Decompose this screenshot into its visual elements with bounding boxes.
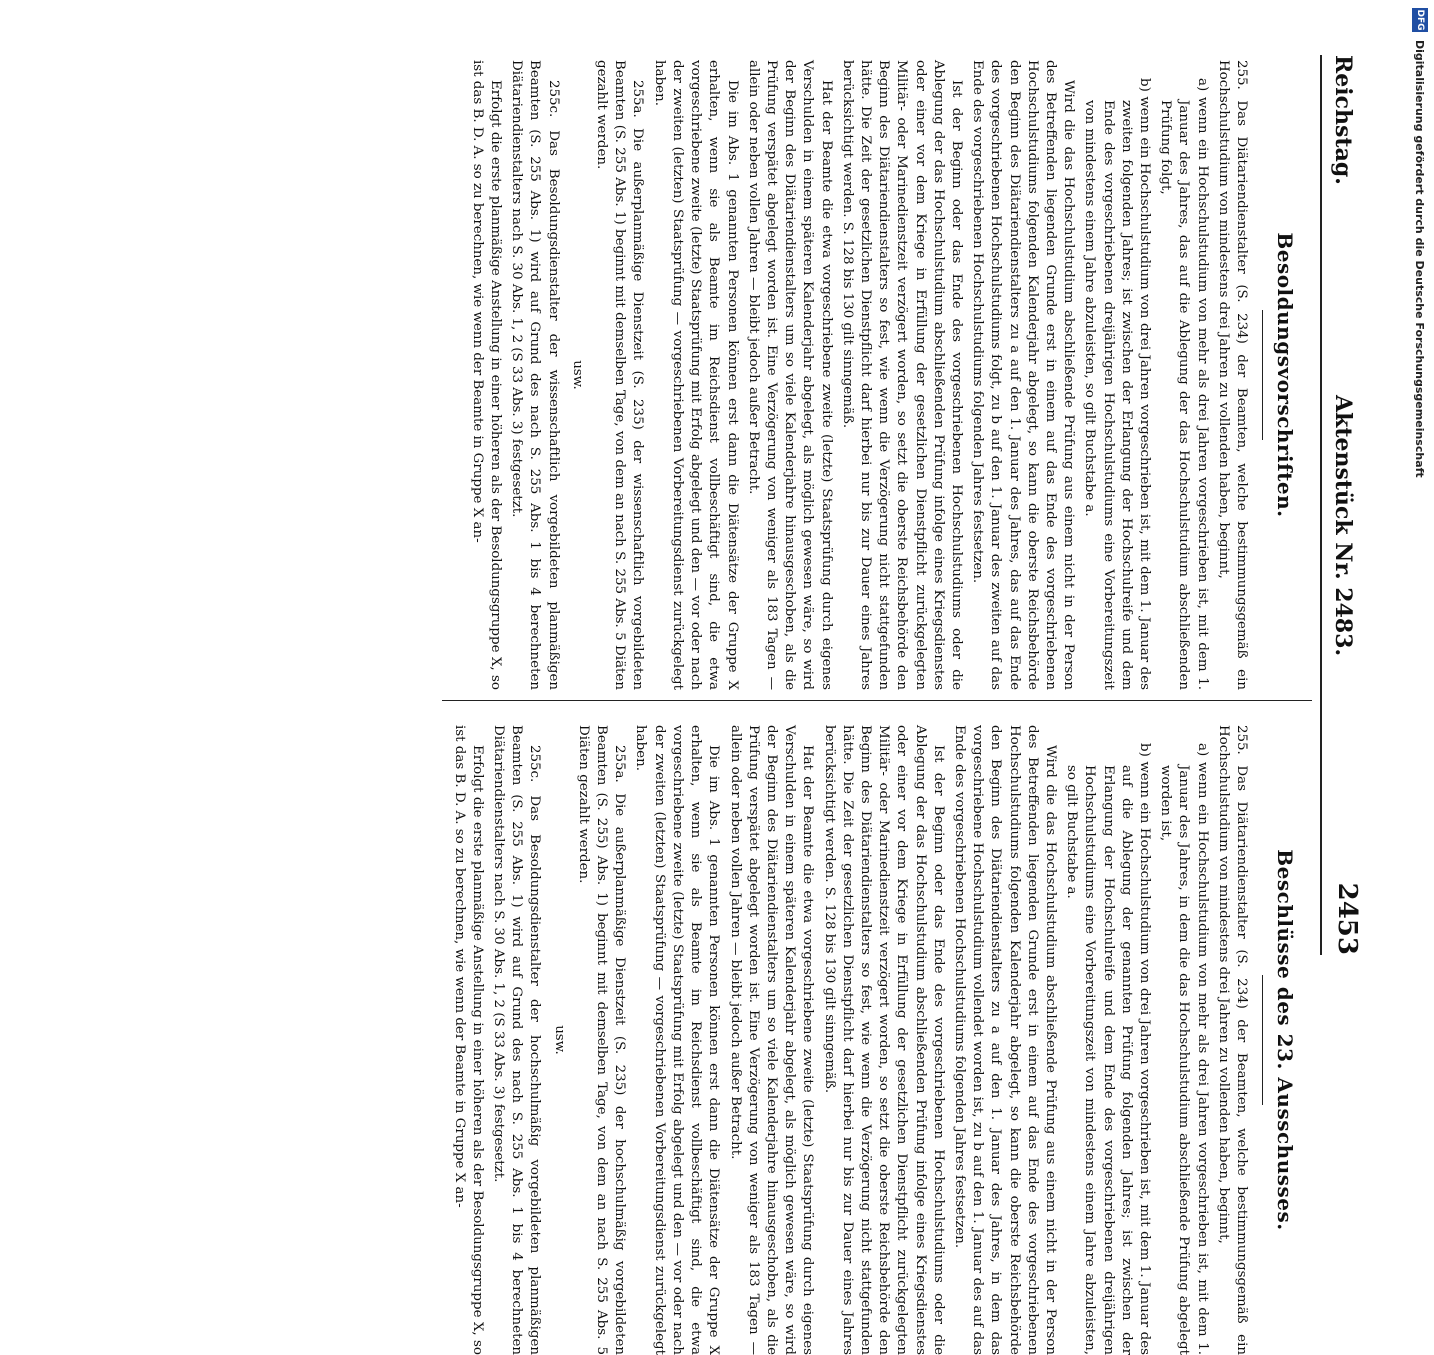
- paragraph-255c: 255c. Das Besoldungsdienstalter der wissenschaftlich vorgebildeten planmäßigen Beamten (S. 255 Abs. 1) wird auf Grund des nach S. 255 Abs. 1 bis 4 berechneten Diätariendienstalters nach S. 30 Abs. 1, 2 (S 33 Abs. 3) festgesetzt.: [509, 60, 561, 690]
- paragraph-255: 255. Das Diätariendienstalter (S. 234) der Beamten, welche bestimmungsgemäß ein Hochschulstudium von mindestens drei Jahren zu vollenden haben, beginnt,: [1215, 725, 1249, 1355]
- digitization-credit: Digitalisierung gefördert durch die Deutsche Forschungsgemeinschaft: [1413, 40, 1426, 478]
- paragraph: Hat der Beamte die etwa vorgeschriebene zweite (letzte) Staatsprüfung durch eigenes Verschulden in einem späteren Kalenderjahr abgelegt, als möglich gewesen wäre, so wird der Beginn des Diätariendienstalters um so viele Kalenderjahre hinausgeschoben, als die Prüfung verspätet abgelegt worden ist. Eine Verzögerung von weniger als 183 Tagen — allein oder neben vollen Jahren — bleibt jedoch außer Betracht.: [745, 60, 834, 690]
- right-column-heading: Beschlüsse des 23. Ausschusses.: [1273, 849, 1297, 1231]
- item-b: b) wenn ein Hochschulstudium von drei Jahren vorgeschrieben ist, mit dem 1. Januar des auf die Ablegung der genannten Prüfung folgenden Jahres; ist zwischen der Erlangung der Hochschulreife und dem Ende des vorgeschriebenen dreijährigen Hochschulstudiums eine Vorbereitungszeit von mindestens einem Jahre abzuleisten, so gilt Buchstabe a.: [1064, 743, 1152, 1355]
- paragraph: Wird die das Hochschulstudium abschließende Prüfung aus einem nicht in der Person des Betreffenden liegenden Grunde erst in einem auf das Ende des vorgeschriebenen Hochschulstudiums folgenden Kalenderjahr abgelegt, so kann die oberste Reichsbehörde den Beginn des Diätariendienstalters zu a auf den 1. Januar des Jahres, das auf das Ende des vorgeschriebenen Hochschulstudiums folgt, zu b auf den 1. Januar des zweiten auf das Ende des vorgeschriebenen Hochschulstudiums folgenden Jahres festsetzen.: [970, 60, 1077, 690]
- item-a: a) wenn ein Hochschulstudium von mehr als drei Jahren vorgeschrieben ist, mit dem 1. Januar des Jahres, in dem die das Hochschulstudium abschließende Prüfung abgelegt worden ist,: [1158, 743, 1210, 1355]
- page-number: 2453: [1332, 882, 1362, 955]
- running-head-title: Aktenstück Nr. 2483.: [1330, 395, 1356, 657]
- paragraph: Erfolgt die erste planmäßige Anstellung in einer höheren als der Besoldungsgruppe X, so ist das B. D. A. so zu berechnen, wie wenn der Beamte in Gruppe X an-: [469, 60, 504, 690]
- dfg-logo: DFG: [1412, 8, 1428, 32]
- paragraph: Die im Abs. 1 genannten Personen können erst dann die Diätensätze der Gruppe X erhalten, wenn sie als Beamte im Reichsdienst vollbeschäftigt sind, die etwa vorgeschriebene zweite (letzte) Staatsprüfung mit Erfolg abgelegt und den — vor oder nach der zweiten (letzten) Staatsprüfung — vorgeschriebenen Vorbereitungsdienst zurückgelegt haben.: [651, 60, 740, 690]
- right-column: [446, 725, 1305, 1355]
- item-a: a) wenn ein Hochschulstudium von mehr als drei Jahren vorgeschrieben ist, mit dem 1. Januar des Jahres, das auf die Ablegung der das Hochschulstudium abschließenden Prüfung folgt,: [1158, 78, 1210, 690]
- paragraph-255a: 255a. Die außerplanmäßige Dienstzeit (S. 235) der wissenschaftlich vorgebildeten Beamten (S. 255 Abs. 1) beginnt mit demselben Tage, von dem an nach S. 255 Abs. 5 Diäten gezahlt werden.: [594, 60, 646, 690]
- heading-rule: [1262, 975, 1263, 1105]
- paragraph: Wird die das Hochschulstudium abschließende Prüfung aus einem nicht in der Person des Betreffenden liegenden Grunde erst in einem auf das Ende des vorgeschriebenen Hochschulstudiums folgenden Kalenderjahr abgelegt, so kann die oberste Reichsbehörde den Beginn des Diätariendienstalters zu a auf den 1. Januar des Jahres, in dem das vorgeschriebene Hochschulstudium vollendet worden ist, zu b auf den 1. Januar des auf das Ende des vorgeschriebenen Hochschulstudiums folgenden Jahres festsetzen.: [951, 725, 1058, 1355]
- running-head-left: Reichstag.: [1330, 55, 1356, 185]
- column-divider: [442, 700, 1312, 701]
- header-rule: [1320, 55, 1322, 955]
- paragraph-255: 255. Das Diätariendienstalter (S. 234) der Beamten, welche bestimmungsgemäß ein Hochschulstudium von mindestens drei Jahren zu vollenden haben, beginnt,: [1215, 60, 1249, 690]
- paragraph: Ist der Beginn oder das Ende des vorgeschriebenen Hochschulstudiums oder die Ablegung der das Hochschulstudium abschließenden Prüfung infolge eines Kriegsdienstes oder einer vor dem Kriege in Erfüllung der gesetzlichen Dienstpflicht zurückgelegten Militär- oder Marinedienstzeit verzögert worden, so setzt die oberste Reichsbehörde den Beginn des Diätariendienstalters so fest, wie wenn die Verzögerung nicht stattgefunden hätte. Die Zeit der gesetzlichen Dienstpflicht darf hierbei nur bis zur Dauer eines Jahres berücksichtigt werden. S. 128 bis 130 gilt sinngemäß.: [839, 60, 964, 690]
- paragraph: Hat der Beamte die etwa vorgeschriebene zweite (letzte) Staatsprüfung durch eigenes Verschulden in einem späteren Kalenderjahr abgelegt, als möglich gewesen wäre, so wird der Beginn des Diätariendienstalters um so viele Kalenderjahre hinausgeschoben, als die Prüfung verspätet abgelegt worden ist. Eine Verzögerung von weniger als 183 Tagen — allein oder neben vollen Jahren — bleibt jedoch außer Betracht.: [727, 725, 816, 1355]
- item-b: b) wenn ein Hochschulstudium von drei Jahren vorgeschrieben ist, mit dem 1. Januar des zweiten folgenden Jahres; ist zwischen der Erlangung der Hochschulreife und dem Ende des vorgeschriebenen dreijährigen Hochschulstudiums eine Vorbereitungszeit von mindestens einem Jahre abzuleisten, so gilt Buchstabe a.: [1082, 78, 1152, 690]
- paragraph: Erfolgt die erste planmäßige Anstellung in einer höheren als der Besoldungsgruppe X, so ist das B. D. A. so zu berechnen, wie wenn der Beamte in Gruppe X an-: [451, 725, 485, 1355]
- paragraph-255a: 255a. Die außerplanmäßige Dienstzeit (S. 235) der hochschulmäßig vorgebildeten Beamten (S. 255) Abs. 1) beginnt mit demselben Tage, von dem an nach S. 255 Abs. 5 Diäten gezahlt werden.: [575, 725, 628, 1355]
- heading-rule: [1262, 310, 1263, 440]
- paragraph-255c: 255c. Das Besoldungsdienstalter der hochschulmäßig vorgebildeten planmäßigen Beamten (S. 255 Abs. 1) wird auf Grund des nach S. 255 Abs. 1 bis 4 berechneten Diätariendienstalters nach S. 30 Abs. 1, 2 (S 33 Abs. 3) festgesetzt.: [491, 725, 543, 1355]
- usw-marker: usw.: [551, 1025, 567, 1055]
- paragraph: Ist der Beginn oder das Ende des vorgeschriebenen Hochschulstudiums oder die Ablegung der das Hochschulstudium abschließenden Prüfung infolge eines Kriegsdienstes oder einer vor dem Kriege in Erfüllung der gesetzlichen Dienstpflicht zurückgelegten Militär- oder Marinedienstzeit verzögert worden, so setzt die oberste Reichsbehörde den Beginn des Diätariendienstalters so fest, wie wenn die Verzögerung nicht stattgefunden hätte. Die Zeit der gesetzlichen Dienstpflicht darf hierbei nur bis zur Dauer eines Jahres berücksichtigt werden. S. 128 bis 130 gilt sinngemäß.: [821, 725, 946, 1355]
- left-column: [465, 60, 1305, 690]
- left-column-heading: Besoldungsvorschriften.: [1273, 232, 1297, 518]
- digitization-sidebar: [1404, 0, 1434, 1000]
- running-head: [1322, 55, 1362, 955]
- usw-marker: usw.: [569, 360, 585, 390]
- paragraph: Die im Abs. 1 genannten Personen können erst dann die Diätensätze der Gruppe X erhalten, wenn sie als Beamte im Reichsdienst vollbeschäftigt sind, die etwa vorgeschriebene zweite (letzte) Staatsprüfung mit Erfolg abgelegt und den — vor oder nach der zweiten (letzten) Staatsprüfung — vorgeschriebenen Vorbereitungsdienst zurückgelegt haben.: [633, 725, 722, 1355]
